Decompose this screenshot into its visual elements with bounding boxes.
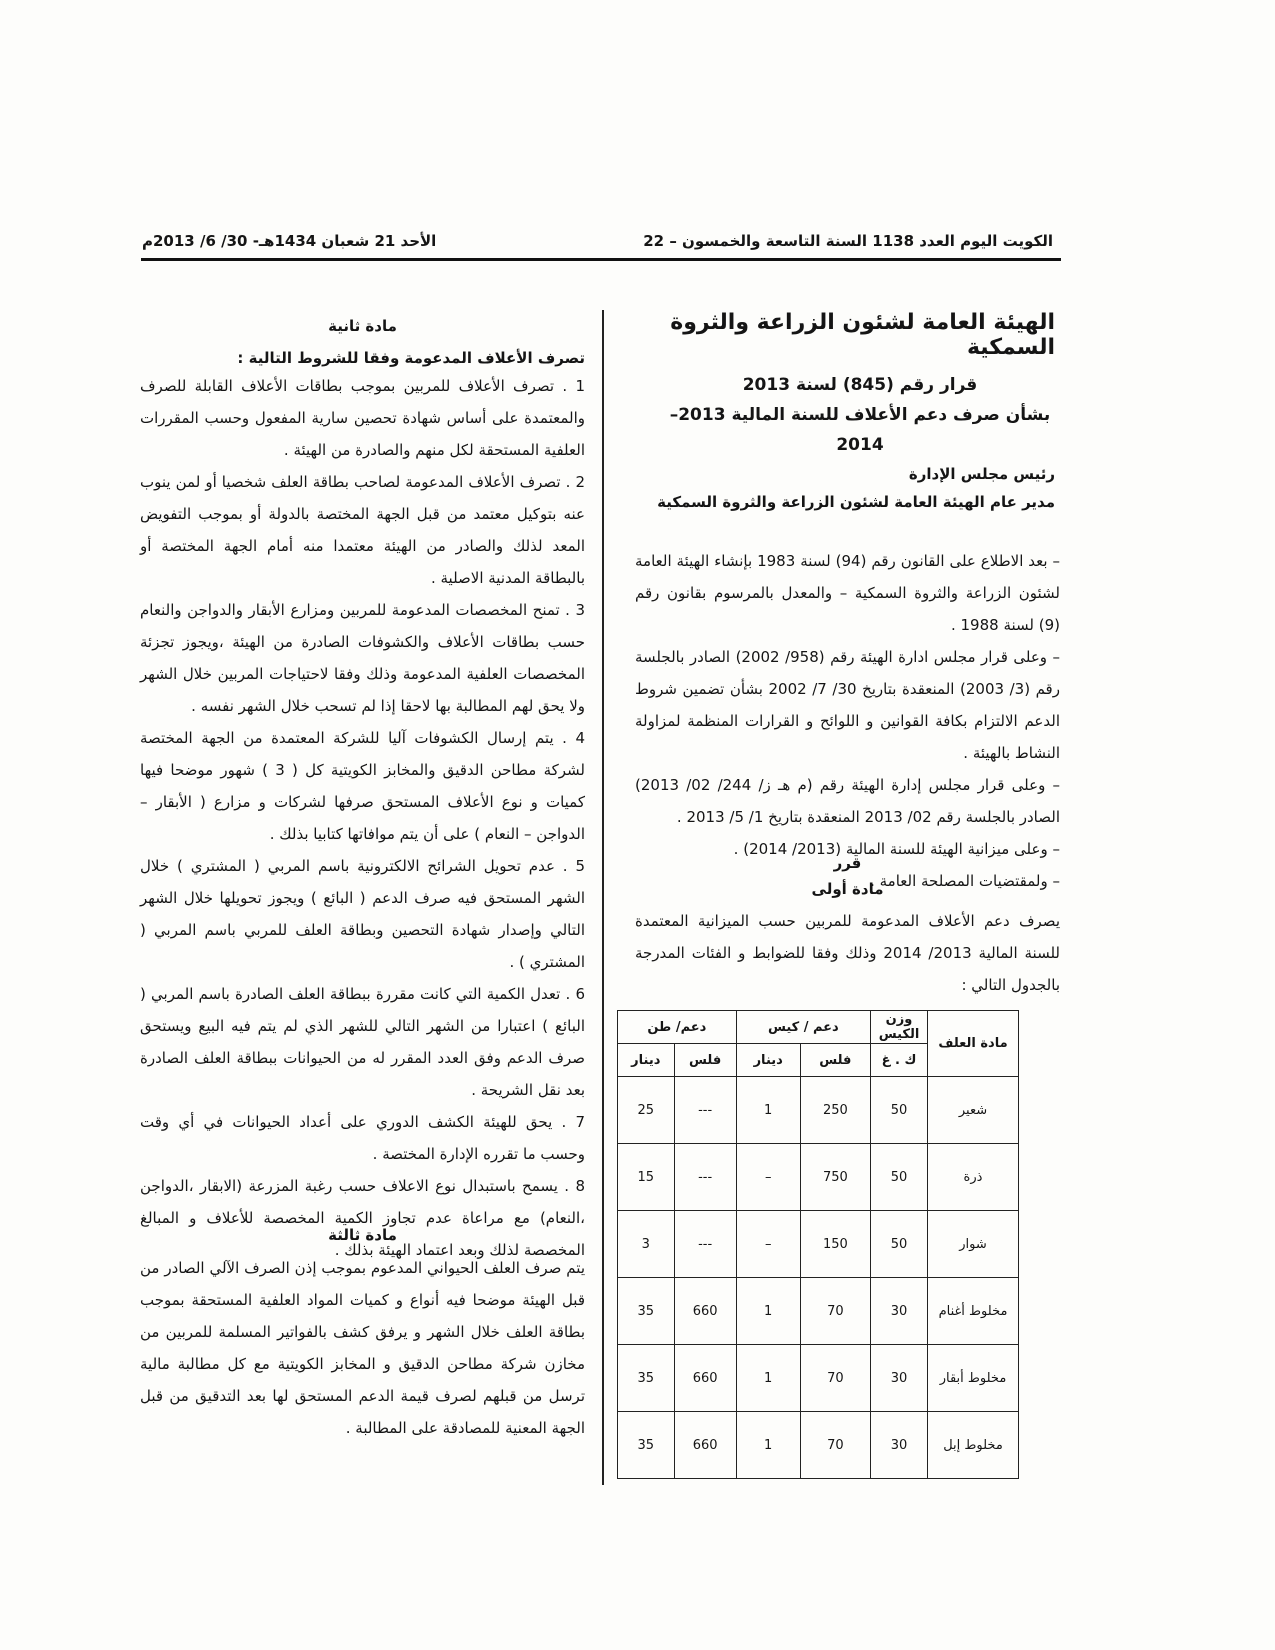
cell-ton-fils: --- bbox=[674, 1144, 736, 1211]
cell-ton-dinar: 35 bbox=[618, 1412, 675, 1479]
preamble-item: – وعلى قرار مجلس إدارة الهيئة رقم (م هـ ز/ 244/ 02/ 2013) الصادر بالجلسة رقم 02/ 2013 المنعقدة بتاريخ 1/ 5/ 2013 . bbox=[635, 776, 1060, 826]
cell-bag-dinar: 1 bbox=[736, 1077, 800, 1144]
cell-ton-fils: 660 bbox=[674, 1278, 736, 1345]
signatory-subtitle: مدير عام الهيئة العامة لشئون الزراعة والثروة السمكية bbox=[657, 493, 1055, 511]
cell-bag-fils: 70 bbox=[800, 1345, 870, 1412]
list-item: 7 . يحق للهيئة الكشف الدوري على أعداد الحيوانات في أي وقت وحسب ما تقرره الإدارة المختصة . bbox=[140, 1113, 585, 1163]
list-item: 2 . تصرف الأعلاف المدعومة لصاحب بطاقة العلف شخصيا أو لمن ينوب عنه بتوكيل معتمد من قبل الجهة المختصة بالدولة أو بموجب التفويض المعد لذلك والصادر من الهيئة معتمدا منه أمام الجهة المختصة أو بالبطاقة المدنية الاصلية . bbox=[140, 473, 585, 587]
table-row bbox=[618, 1077, 1019, 1144]
cell-bag-dinar: – bbox=[736, 1211, 800, 1278]
cell-bag-fils: 70 bbox=[800, 1412, 870, 1479]
cell-weight: 30 bbox=[871, 1345, 928, 1412]
cell-bag-dinar: – bbox=[736, 1144, 800, 1211]
cell-material: مخلوط أبقار bbox=[928, 1345, 1019, 1412]
cell-ton-fils: 660 bbox=[674, 1345, 736, 1412]
article-2-intro: تصرف الأعلاف المدعومة وفقا للشروط التالية : bbox=[237, 349, 585, 367]
decision-number: قرار رقم (845) لسنة 2013 bbox=[742, 375, 978, 395]
organization-title: الهيئة العامة لشئون الزراعة والثروة السمكية bbox=[670, 310, 1055, 360]
article-1-title: مادة أولى bbox=[811, 880, 884, 898]
article-3-text: يتم صرف العلف الحيواني المدعوم بموجب إذن الصرف الآلي الصادر من قبل الهيئة موضحا فيه أنواع و كميات المواد العلفية المستحقة بموجب بطاقة العلف خلال الشهر و يرفق كشف بالفواتير المسلمة للمربين من مخازن شركة مطاحن الدقيق و المخابز الكويتية مع كل مطالبة مالية ترسل من قبلهم لصرف قيمة الدعم المستحق لها بعد التدقيق من قبل الجهة المعنية للمصادقة على المطالبة . bbox=[140, 1259, 585, 1437]
header-dinar: دينار bbox=[736, 1044, 800, 1077]
article-3-title: مادة ثالثة bbox=[328, 1226, 397, 1244]
cell-material: شعير bbox=[928, 1077, 1019, 1144]
signatory-title: رئيس مجلس الإدارة bbox=[908, 465, 1055, 483]
header-dinar: دينار bbox=[618, 1044, 675, 1077]
cell-ton-dinar: 15 bbox=[618, 1144, 675, 1211]
list-item: 3 . تمنح المخصصات المدعومة للمربين ومزارع الأبقار والدواجن والنعام حسب بطاقات الأعلاف والكشوفات الصادرة من الهيئة ،ويجوز تجزئة المخصصات العلفية المدعومة وذلك وفقا لاحتياجات المربين خلال الشهر ولا يحق لهم المطالبة بها لاحقا إذا لم تسحب خلال الشهر نفسه . bbox=[140, 601, 585, 715]
list-item: 1 . تصرف الأعلاف للمربين بموجب بطاقات الأعلاف القابلة للصرف والمعتمدة على أساس شهادة تحصين سارية المفعول وحسب المقررات العلفية المستحقة لكل منهم والصادرة من الهيئة . bbox=[140, 377, 585, 459]
article-3 bbox=[140, 1252, 585, 1444]
column-divider bbox=[602, 310, 604, 1485]
page-header-left: الأحد 21 شعبان 1434هـ- 30/ 6/ 2013م bbox=[142, 232, 437, 250]
list-item: 4 . يتم إرسال الكشوفات آليا للشركة المعتمدة من الجهة المختصة لشركة مطاحن الدقيق والمخابز الكويتية كل ( 3 ) شهور موضحا فيها كميات و نوع الأعلاف المستحق صرفها لشركات و مزارع ( الأبقار – الدواجن – النعام ) على أن يتم موافاتها كتابيا بذلك . bbox=[140, 729, 585, 843]
cell-weight: 50 bbox=[871, 1211, 928, 1278]
header-support-ton: دعم/ طن bbox=[618, 1011, 737, 1044]
signatory-block bbox=[625, 460, 1055, 516]
cell-material: شوار bbox=[928, 1211, 1019, 1278]
cell-bag-dinar: 1 bbox=[736, 1345, 800, 1412]
header-bag-weight-unit: ك . غ bbox=[871, 1044, 928, 1077]
header-material: مادة العلف bbox=[928, 1011, 1019, 1077]
list-item: 8 . يسمح باستبدال نوع الاعلاف حسب رغبة المزرعة (الابقار ،الدواجن ،النعام) مع مراعاة عدم تجاوز الكمية المخصصة للأعلاف و المبالغ المخصصة لذلك وبعد اعتماد الهيئة بذلك . bbox=[140, 1177, 585, 1259]
header-fils: فلس bbox=[674, 1044, 736, 1077]
cell-weight: 30 bbox=[871, 1278, 928, 1345]
cell-material: مخلوط أغنام bbox=[928, 1278, 1019, 1345]
cell-material: مخلوط إبل bbox=[928, 1412, 1019, 1479]
table-row bbox=[618, 1278, 1019, 1345]
cell-bag-fils: 150 bbox=[800, 1211, 870, 1278]
header-support-bag: دعم / كيس bbox=[736, 1011, 870, 1044]
cell-ton-dinar: 35 bbox=[618, 1278, 675, 1345]
preamble-item: – ولمقتضيات المصلحة العامة . bbox=[870, 872, 1060, 890]
article-2-title: مادة ثانية bbox=[328, 317, 397, 335]
preamble-item: – وعلى قرار مجلس ادارة الهيئة رقم (958/ 2002) الصادر بالجلسة رقم (3/ 2003) المنعقدة بتاريخ 30/ 7/ 2002 بشأن تضمين شروط الدعم الالتزام بكافة القوانين و اللوائح و القرارات المنظمة لمزاولة النشاط بالهيئة . bbox=[635, 648, 1060, 762]
cell-bag-fils: 250 bbox=[800, 1077, 870, 1144]
cell-weight: 50 bbox=[871, 1077, 928, 1144]
cell-bag-fils: 70 bbox=[800, 1278, 870, 1345]
preamble bbox=[635, 545, 1060, 897]
table-row bbox=[618, 1211, 1019, 1278]
decided-word: قرر bbox=[833, 854, 862, 872]
list-item: 5 . عدم تحويل الشرائح الالكترونية باسم المربي ( المشتري ) خلال الشهر المستحق فيه صرف الدعم ( البائع ) ويجوز تحويلها خلال الشهر التالي وإصدار شهادة التحصين وبطاقة العلف للمربي باسم المربي ( المشتري ) . bbox=[140, 857, 585, 971]
preamble-item: – وعلى ميزانية الهيئة للسنة المالية (2013/ 2014) . bbox=[733, 840, 1060, 858]
cell-ton-fils: --- bbox=[674, 1211, 736, 1278]
cell-ton-fils: 660 bbox=[674, 1412, 736, 1479]
list-item: 6 . تعدل الكمية التي كانت مقررة ببطاقة العلف الصادرة باسم المربي ( البائع ) اعتبارا من الشهر التالي للشهر الذي لم يتم فيه البيع ويستحق صرف الدعم وفق العدد المقرر له من الحيوانات ببطاقة العلف الصادرة بعد نقل الشريحة . bbox=[140, 985, 585, 1099]
cell-ton-dinar: 35 bbox=[618, 1345, 675, 1412]
header-rule bbox=[141, 258, 1061, 261]
cell-material: ذرة bbox=[928, 1144, 1019, 1211]
cell-bag-dinar: 1 bbox=[736, 1278, 800, 1345]
decision-subject: بشأن صرف دعم الأعلاف للسنة المالية 2013– 2014 bbox=[669, 405, 1051, 455]
cell-weight: 50 bbox=[871, 1144, 928, 1211]
header-fils: فلس bbox=[800, 1044, 870, 1077]
table-row bbox=[618, 1345, 1019, 1412]
cell-bag-dinar: 1 bbox=[736, 1412, 800, 1479]
page-header-right: الكويت اليوم العدد 1138 السنة التاسعة والخمسون – 22 bbox=[643, 232, 1053, 250]
cell-ton-dinar: 25 bbox=[618, 1077, 675, 1144]
feed-support-table bbox=[617, 1010, 1019, 1479]
table-row bbox=[618, 1412, 1019, 1479]
cell-weight: 30 bbox=[871, 1412, 928, 1479]
header-bag-weight: وزن الكيس bbox=[871, 1011, 928, 1044]
article-2-items bbox=[140, 370, 585, 1266]
article-1 bbox=[635, 905, 1060, 1001]
decision-heading bbox=[660, 370, 1060, 460]
preamble-item: – بعد الاطلاع على القانون رقم (94) لسنة 1983 بإنشاء الهيئة العامة لشئون الزراعة والثروة السمكية – والمعدل بالمرسوم بقانون رقم (9) لسنة 1988 . bbox=[635, 552, 1060, 634]
decided-heading bbox=[635, 850, 1060, 902]
cell-ton-dinar: 3 bbox=[618, 1211, 675, 1278]
cell-ton-fils: --- bbox=[674, 1077, 736, 1144]
article-1-text: يصرف دعم الأعلاف المدعومة للمربين حسب الميزانية المعتمدة للسنة المالية 2013/ 2014 وذلك وفقا للضوابط و الفئات المدرجة بالجدول التالي : bbox=[635, 912, 1060, 994]
table-row bbox=[618, 1144, 1019, 1211]
cell-bag-fils: 750 bbox=[800, 1144, 870, 1211]
